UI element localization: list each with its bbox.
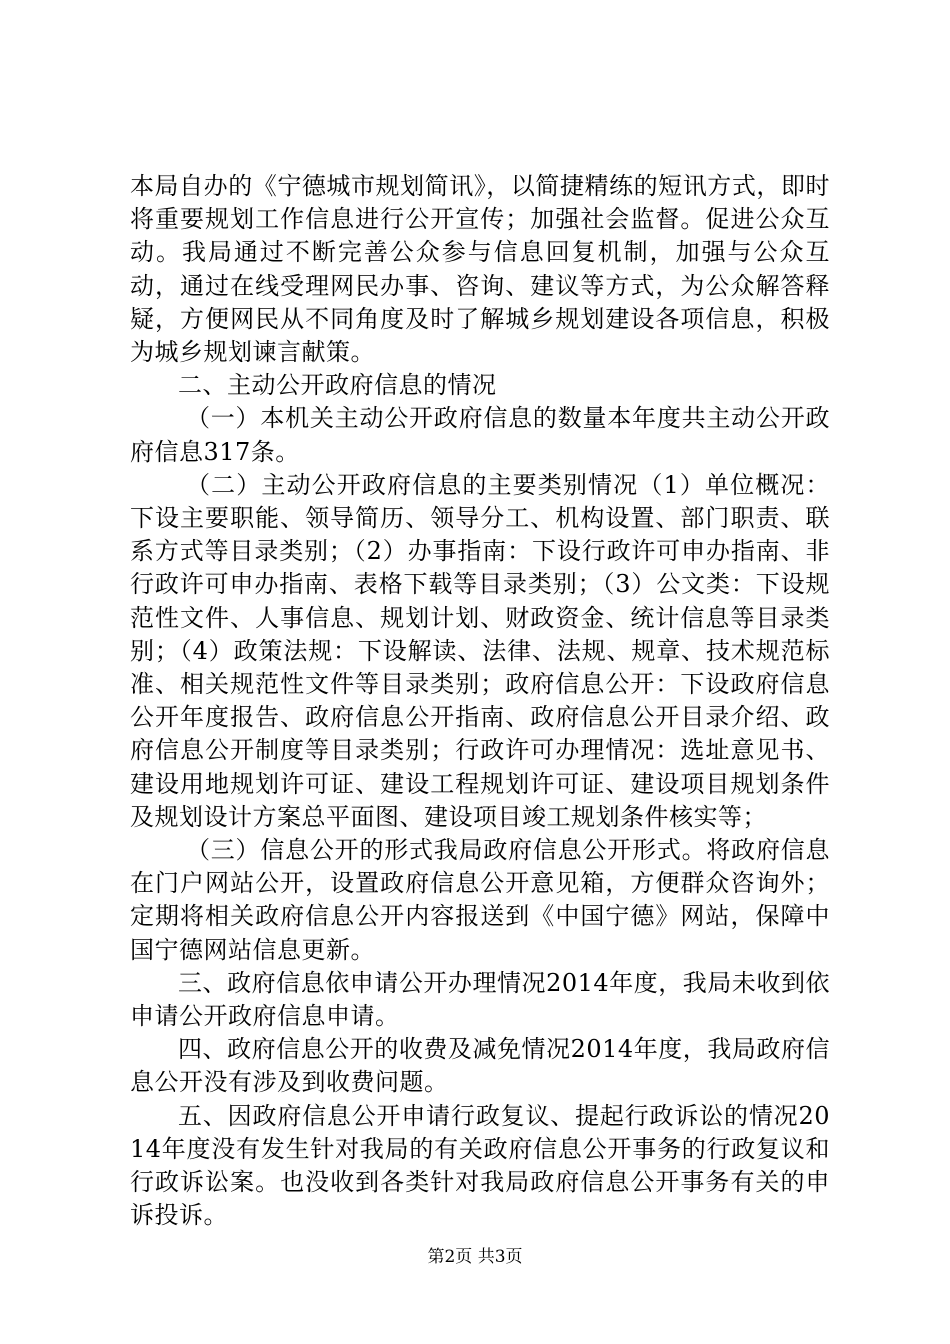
paragraph-reviews-litigation: 五、因政府信息公开申请行政复议、提起行政诉讼的情况2014年度没有发生针对我局的有关政府信息公开事务的行政复议和行政诉讼案。也没收到各类针对我局政府信息公开事务有关的申诉投诉。	[130, 1101, 830, 1230]
paragraph-fees: 四、政府信息公开的收费及减免情况2014年度，我局政府信息公开没有涉及到收费问题。	[130, 1035, 830, 1097]
paragraph-disclosure-forms: （三）信息公开的形式我局政府信息公开形式。将政府信息在门户网站公开，设置政府信息公开意见箱，方便群众咨询外；定期将相关政府信息公开内容报送到《中国宁德》网站，保障中国宁德网站信息更新。	[130, 836, 830, 964]
section-heading-proactive-disclosure: 二、主动公开政府信息的情况	[178, 371, 497, 400]
document-body	[130, 170, 830, 1233]
paragraph-request-handling: 三、政府信息依申请公开办理情况2014年度，我局未收到依申请公开政府信息申请。	[130, 968, 830, 1031]
paragraph-wechat-bulletin: 本局自办的《宁德城市规划简讯》，以简捷精练的短讯方式，即时将重要规划工作信息进行公开宣传；加强社会监督。促进公众互动。我局通过不断完善公众参与信息回复机制，加强与公众互动，通过在线受理网民办事、咨询、建议等方式，为公众解答释疑，方便网民从不同角度及时了解城乡规划建设各项信息，积极为城乡规划谏言献策。	[130, 172, 830, 367]
paragraph-disclosure-count: （一）本机关主动公开政府信息的数量本年度共主动公开政府信息317条。	[130, 404, 830, 466]
paragraph-disclosure-categories: （二）主动公开政府信息的主要类别情况（1）单位概况：下设主要职能、领导简历、领导分工、机构设置、部门职责、联系方式等目录类别；（2）办事指南：下设行政许可申办指南、非行政许可申办指南、表格下载等目录类别；（3）公文类：下设规范性文件、人事信息、规划计划、财政资金、统计信息等目录类别；（4）政策法规：下设解读、法律、法规、规章、技术规范标准、相关规范性文件等目录类别；政府信息公开：下设政府信息公开年度报告、政府信息公开指南、政府信息公开目录介绍、政府信息公开制度等目录类别；行政许可办理情况：选址意见书、建设用地规划许可证、建设工程规划许可证、建设项目规划条件及规划设计方案总平面图、建设项目竣工规划条件核实等；	[130, 470, 830, 831]
page-footer: 第2页 共3页	[427, 1247, 523, 1267]
